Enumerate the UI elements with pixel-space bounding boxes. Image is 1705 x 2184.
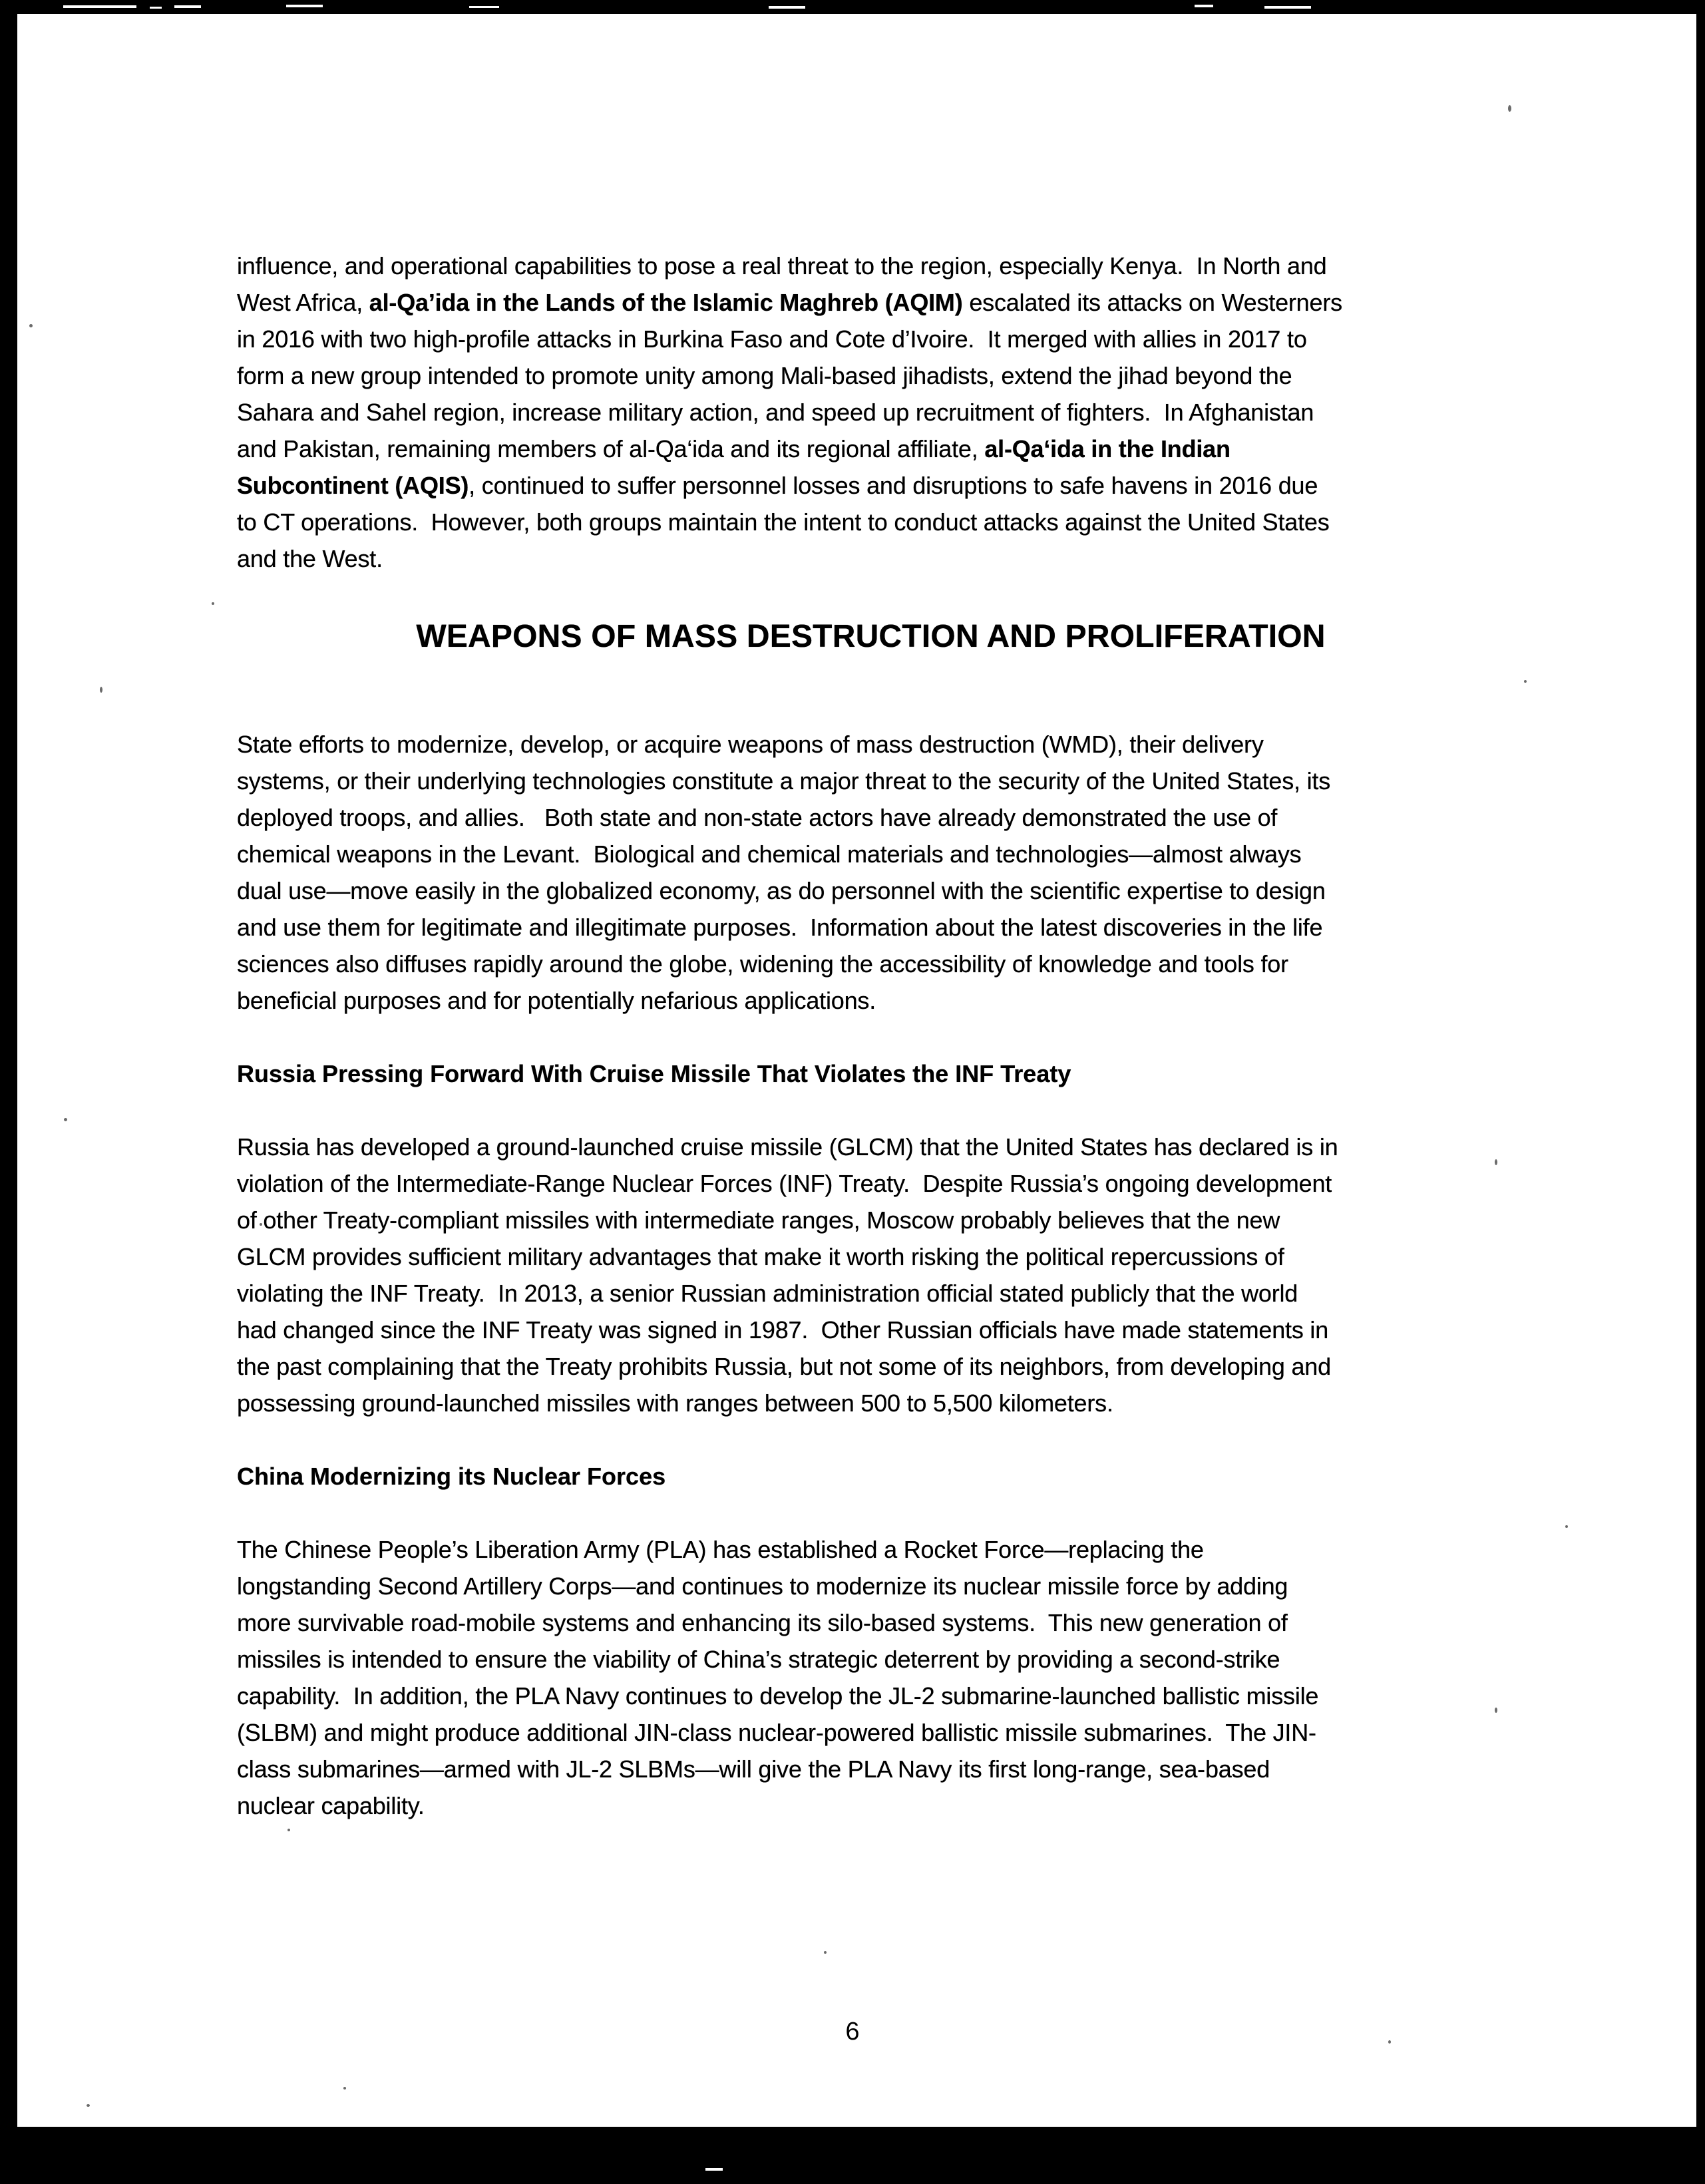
text-line (237, 1568, 1505, 1604)
text-line (237, 1238, 1505, 1275)
scan-dash (1264, 6, 1311, 9)
text-line (237, 1604, 1505, 1641)
bold-text-segment: al-Qa’ida in the Lands of the Islamic Maghreb (AQIM) (369, 289, 963, 316)
text-segment: dual use—move easily in the globalized economy, as do personnel with the scientific expertise to design (237, 877, 1326, 904)
text-line (237, 1714, 1505, 1751)
text-segment: and use them for legitimate and illegitimate purposes. Information about the latest discoveries in the life (237, 914, 1323, 941)
text-segment: systems, or their underlying technologies constitute a major threat to the security of the United States, its (237, 767, 1331, 795)
text-line (237, 763, 1505, 799)
text-line (237, 248, 1505, 284)
scan-dash (63, 5, 136, 8)
scan-speck (343, 2087, 346, 2090)
text-line (237, 1202, 1505, 1238)
text-segment: and Pakistan, remaining members of al-Qa‘ida and its regional affiliate, (237, 435, 985, 462)
text-segment: Sahara and Sahel region, increase military action, and speed up recruitment of fighters. In Afghanistan (237, 399, 1314, 426)
scan-dash (469, 6, 499, 8)
text-line (237, 1385, 1505, 1421)
text-segment: possessing ground-launched missiles with ranges between 500 to 5,500 kilometers. (237, 1389, 1113, 1417)
russia-paragraph (237, 1129, 1505, 1421)
text-segment: and the West. (237, 545, 383, 572)
text-segment: (SLBM) and might produce additional JIN-class nuclear-powered ballistic missile submarines. The JIN- (237, 1719, 1316, 1746)
scan-border-left (0, 0, 17, 2184)
scan-speck (212, 602, 214, 605)
text-line (237, 799, 1505, 836)
text-segment: beneficial purposes and for potentially nefarious applications. (237, 987, 876, 1014)
text-segment: The Chinese People’s Liberation Army (PLA) has established a Rocket Force—replacing the (237, 1536, 1204, 1563)
text-line (237, 1348, 1505, 1385)
scan-dash (769, 6, 805, 9)
text-line (237, 467, 1505, 504)
page-number: 6 (845, 2018, 860, 2046)
text-line (237, 1312, 1505, 1348)
text-segment: the past complaining that the Treaty prohibits Russia, but not some of its neighbors, from developing and (237, 1353, 1331, 1380)
wmd-section-heading: WEAPONS OF MASS DESTRUCTION AND PROLIFERATION (416, 619, 1326, 654)
scan-speck (87, 2104, 90, 2107)
text-line (237, 540, 1505, 577)
scan-speck (100, 687, 102, 693)
text-segment: had changed since the INF Treaty was signed in 1987. Other Russian officials have made statements in (237, 1316, 1329, 1344)
scan-speck (1508, 105, 1511, 112)
text-segment: violation of the Intermediate-Range Nuclear Forces (INF) Treaty. Despite Russia’s ongoing development (237, 1170, 1332, 1197)
china-subheading: China Modernizing its Nuclear Forces (237, 1463, 666, 1490)
scan-speck (824, 1951, 827, 1954)
scan-speck (64, 1118, 67, 1121)
text-line (237, 1129, 1505, 1165)
document-content (237, 248, 1505, 1861)
al-qaida-paragraph (237, 248, 1505, 577)
bold-text-segment: Subcontinent (AQIS) (237, 472, 469, 499)
text-segment: longstanding Second Artillery Corps—and continues to modernize its nuclear missile force by adding (237, 1572, 1288, 1600)
text-line (237, 1751, 1505, 1787)
text-segment: nuclear capability. (237, 1792, 425, 1819)
scan-dash (174, 5, 201, 8)
text-line (237, 394, 1505, 431)
scan-speck (29, 324, 33, 327)
scan-speck (1565, 1525, 1568, 1528)
scan-dash (286, 5, 323, 7)
text-segment: class submarines—armed with JL-2 SLBMs—will give the PLA Navy its first long-range, sea-based (237, 1755, 1270, 1783)
text-segment: more survivable road-mobile systems and enhancing its silo-based systems. This new generation of (237, 1609, 1288, 1636)
text-segment: sciences also diffuses rapidly around the globe, widening the accessibility of knowledge and tools for (237, 950, 1288, 978)
text-line (237, 909, 1505, 946)
text-segment: GLCM provides sufficient military advantages that make it worth risking the political repercussions of (237, 1243, 1284, 1270)
text-segment: State efforts to modernize, develop, or acquire weapons of mass destruction (WMD), their delivery (237, 731, 1264, 758)
scan-border-right (1696, 0, 1705, 2184)
scan-border-top (0, 0, 1705, 14)
text-line (237, 1641, 1505, 1678)
text-segment: to CT operations. However, both groups maintain the intent to conduct attacks against the United States (237, 508, 1330, 536)
text-line (237, 1678, 1505, 1714)
text-segment: capability. In addition, the PLA Navy continues to develop the JL-2 submarine-launched ballistic missile (237, 1682, 1319, 1710)
text-line (237, 431, 1505, 467)
text-line (237, 504, 1505, 540)
scan-dash (150, 7, 162, 9)
text-segment: West Africa, (237, 289, 369, 316)
russia-subheading: Russia Pressing Forward With Cruise Missile That Violates the INF Treaty (237, 1060, 1071, 1087)
text-segment: Russia has developed a ground-launched cruise missile (GLCM) that the United States has declared is in (237, 1133, 1338, 1161)
scan-speck (1524, 680, 1527, 683)
text-line (237, 1531, 1505, 1568)
text-line (237, 321, 1505, 357)
text-segment: chemical weapons in the Levant. Biological and chemical materials and technologies—almost always (237, 840, 1302, 868)
text-line (237, 872, 1505, 909)
text-line (237, 1165, 1505, 1202)
text-segment: in 2016 with two high-profile attacks in Burkina Faso and Cote d’Ivoire. It merged with allies in 2017 to (237, 325, 1307, 353)
text-segment: of other Treaty-compliant missiles with intermediate ranges, Moscow probably believes that the new (237, 1206, 1280, 1234)
text-segment: form a new group intended to promote unity among Mali-based jihadists, extend the jihad beyond the (237, 362, 1292, 389)
scan-dash (1195, 5, 1213, 7)
text-line (237, 982, 1505, 1019)
scan-dash (705, 2168, 723, 2171)
text-segment: violating the INF Treaty. In 2013, a senior Russian administration official stated publicly that the world (237, 1280, 1298, 1307)
text-line (237, 726, 1505, 763)
china-paragraph (237, 1531, 1505, 1824)
text-line (237, 1787, 1505, 1824)
text-line (237, 946, 1505, 982)
text-line (237, 357, 1505, 394)
bold-text-segment: al-Qa‘ida in the Indian (984, 435, 1231, 462)
text-line (237, 284, 1505, 321)
text-segment: deployed troops, and allies. Both state and non-state actors have already demonstrated the use of (237, 804, 1278, 831)
text-line (237, 1275, 1505, 1312)
text-segment: escalated its attacks on Westerners (962, 289, 1342, 316)
text-segment: , continued to suffer personnel losses and disruptions to safe havens in 2016 due (469, 472, 1318, 499)
text-segment: missiles is intended to ensure the viability of China’s strategic deterrent by providing a second-strike (237, 1646, 1280, 1673)
text-segment: influence, and operational capabilities to pose a real threat to the region, especially Kenya. In North and (237, 252, 1327, 279)
scan-border-bottom (0, 2127, 1705, 2184)
wmd-overview-paragraph (237, 726, 1505, 1019)
text-line (237, 836, 1505, 872)
